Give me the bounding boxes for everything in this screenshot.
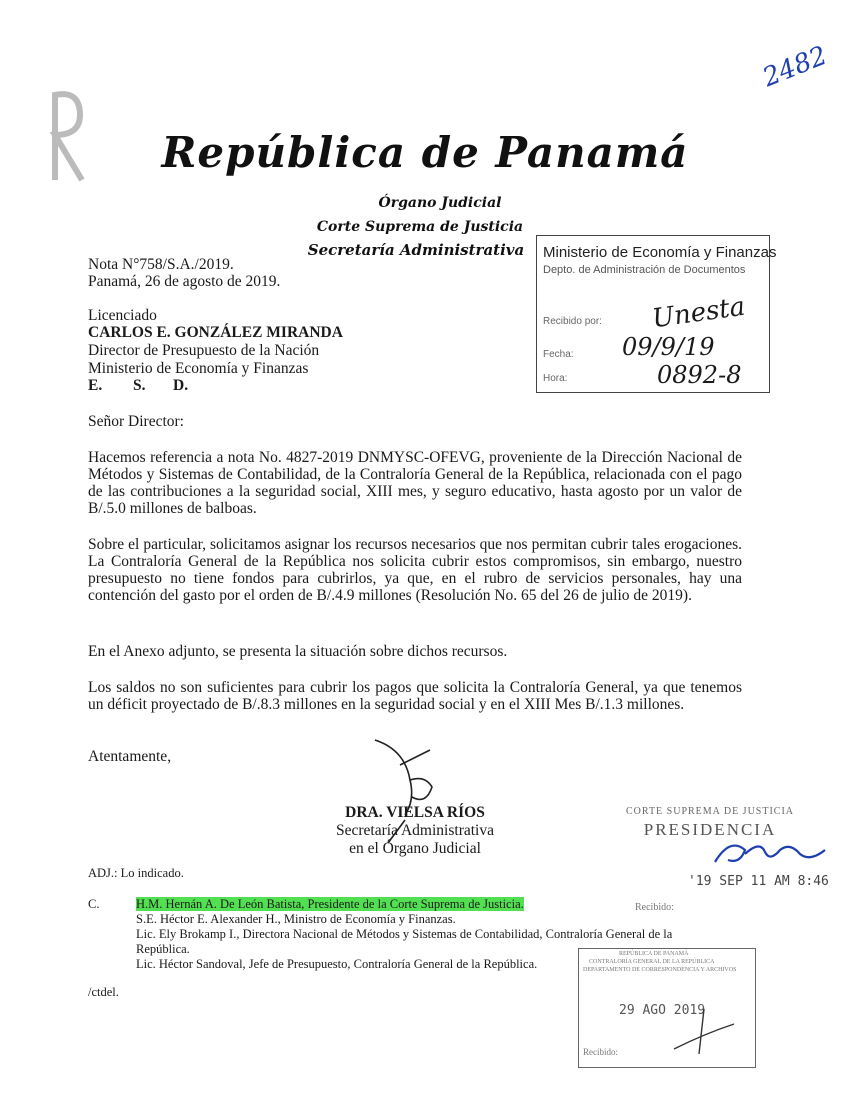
contraloria-stamp-line1: REPÚBLICA DE PANAMÁ [619,951,689,957]
paragraph-4: Los saldos no son suficientes para cubrir los pagos que solicita la Contraloría General, ya que tenemos un déficit proyectado de B/.8.3 millones en la seguridad social y en el XIII Mes B/.1.3 millones. [88,679,742,713]
cc-label: C. [88,897,100,911]
presidencia-stamp [610,806,840,896]
cc-item-3: Lic. Ely Brokamp I., Directora Nacional de Métodos y Sistemas de Contabilidad, Contraloría General de la República. [136,927,673,956]
closing: Atentamente, [88,748,172,765]
cc-item-2: S.E. Héctor E. Alexander H., Ministro de Economía y Finanzas. [136,912,456,926]
letterhead-line-corte: Corte Suprema de Justicia [316,219,524,235]
mef-stamp-date-label: Fecha: [543,349,574,360]
mef-stamp-dept: Depto. de Administración de Documentos [543,264,746,276]
contraloria-stamp-line3: DEPARTAMENTO DE CORRESPONDENCIA Y ARCHIVOS [583,967,737,973]
mef-stamp-title: Ministerio de Economía y Finanzas [543,244,777,261]
note-number: Nota N°758/S.A./2019. [88,256,234,273]
cc-item-4: Lic. Héctor Sandoval, Jefe de Presupuesto, Contraloría General de la República. [136,957,538,971]
signer-name: DRA. VIELSA RÍOS [345,804,485,821]
mef-stamp-received-label: Recibido por: [543,316,602,327]
presidencia-stamp-datetime: '19 SEP 11 AM 8:46 [688,874,829,889]
mef-stamp-number: 0892-8 [657,361,742,389]
cc-item-1-text: H.M. Hernán A. De León Batista, Presidente de la Corte Suprema de Justicia. [136,897,524,911]
recipient-esd-e: E. [88,377,103,394]
contraloria-stamp-date: 29 AGO 2019 [619,1003,706,1018]
mef-stamp-received-signature: Unesta [650,291,747,335]
letterhead-line-secretaria: Secretaría Administrativa [307,241,525,259]
signer-title: Secretaría Administrativa [336,822,494,839]
mef-stamp-time-label: Hora: [543,373,568,384]
contraloria-stamp-line2: CONTRALORÍA GENERAL DE LA REPÚBLICA [589,959,715,965]
letterhead-title: República de Panamá [161,128,689,177]
paragraph-3: En el Anexo adjunto, se presenta la situación sobre dichos recursos. [88,643,508,660]
recipient-esd-s: S. [133,377,146,394]
recipient-title: Licenciado [88,307,157,324]
contraloria-stamp-received: Recibido: [583,1047,618,1057]
recipient-esd-d: D. [173,377,189,394]
attachment-note: ADJ.: Lo indicado. [88,866,184,880]
salutation: Señor Director: [88,413,184,430]
mef-reception-stamp [536,235,777,393]
presidencia-stamp-line1: CORTE SUPREMA DE JUSTICIA [625,806,795,817]
signer-org: en el Órgano Judicial [349,840,481,857]
typist-initials: /ctdel. [88,985,119,999]
presidencia-stamp-line2: PRESIDENCIA [643,820,777,839]
presidencia-received-label: Recibido: [635,902,674,913]
cc-item-1 [136,897,524,912]
presidencia-blue-signature [710,832,830,872]
recipient-name: CARLOS E. GONZÁLEZ MIRANDA [88,324,343,341]
recipient-ministry: Ministerio de Economía y Finanzas [88,360,309,377]
paragraph-1: Hacemos referencia a nota No. 4827-2019 DNMYSC-OFEVG, proveniente de la Dirección Nacional de Métodos y Sistemas de Contabilidad, de la Contraloría General de la República, relacionada con el pago de las contribuciones a la seguridad social, XIII mes, y seguro educativo, hasta agosto por un valor de B/.5.0 millones de balboas. [88,449,742,517]
mef-stamp-date: 09/9/19 [622,333,715,361]
letterhead-line-organo: Órgano Judicial [378,195,502,211]
contraloria-stamp-signature [669,1004,739,1059]
contraloria-reception-stamp [578,948,756,1068]
note-date: Panamá, 26 de agosto de 2019. [88,273,281,290]
paragraph-2: Sobre el particular, solicitamos asignar los recursos necesarios que nos permitan cubrir tales erogaciones. La Contraloría General de la República nos solicita cubrir estos compromisos, sin embargo, nuestro presupuesto no tiene fondos para cubrirlos, ya que, en el rubro de servicios personales, hay una contención del gasto por el orden de B/.4.9 millones (Resolución No. 65 del 26 de julio de 2019). [88,536,742,604]
recipient-position: Director de Presupuesto de la Nación [88,342,320,359]
page-number: 2482 [758,40,832,94]
